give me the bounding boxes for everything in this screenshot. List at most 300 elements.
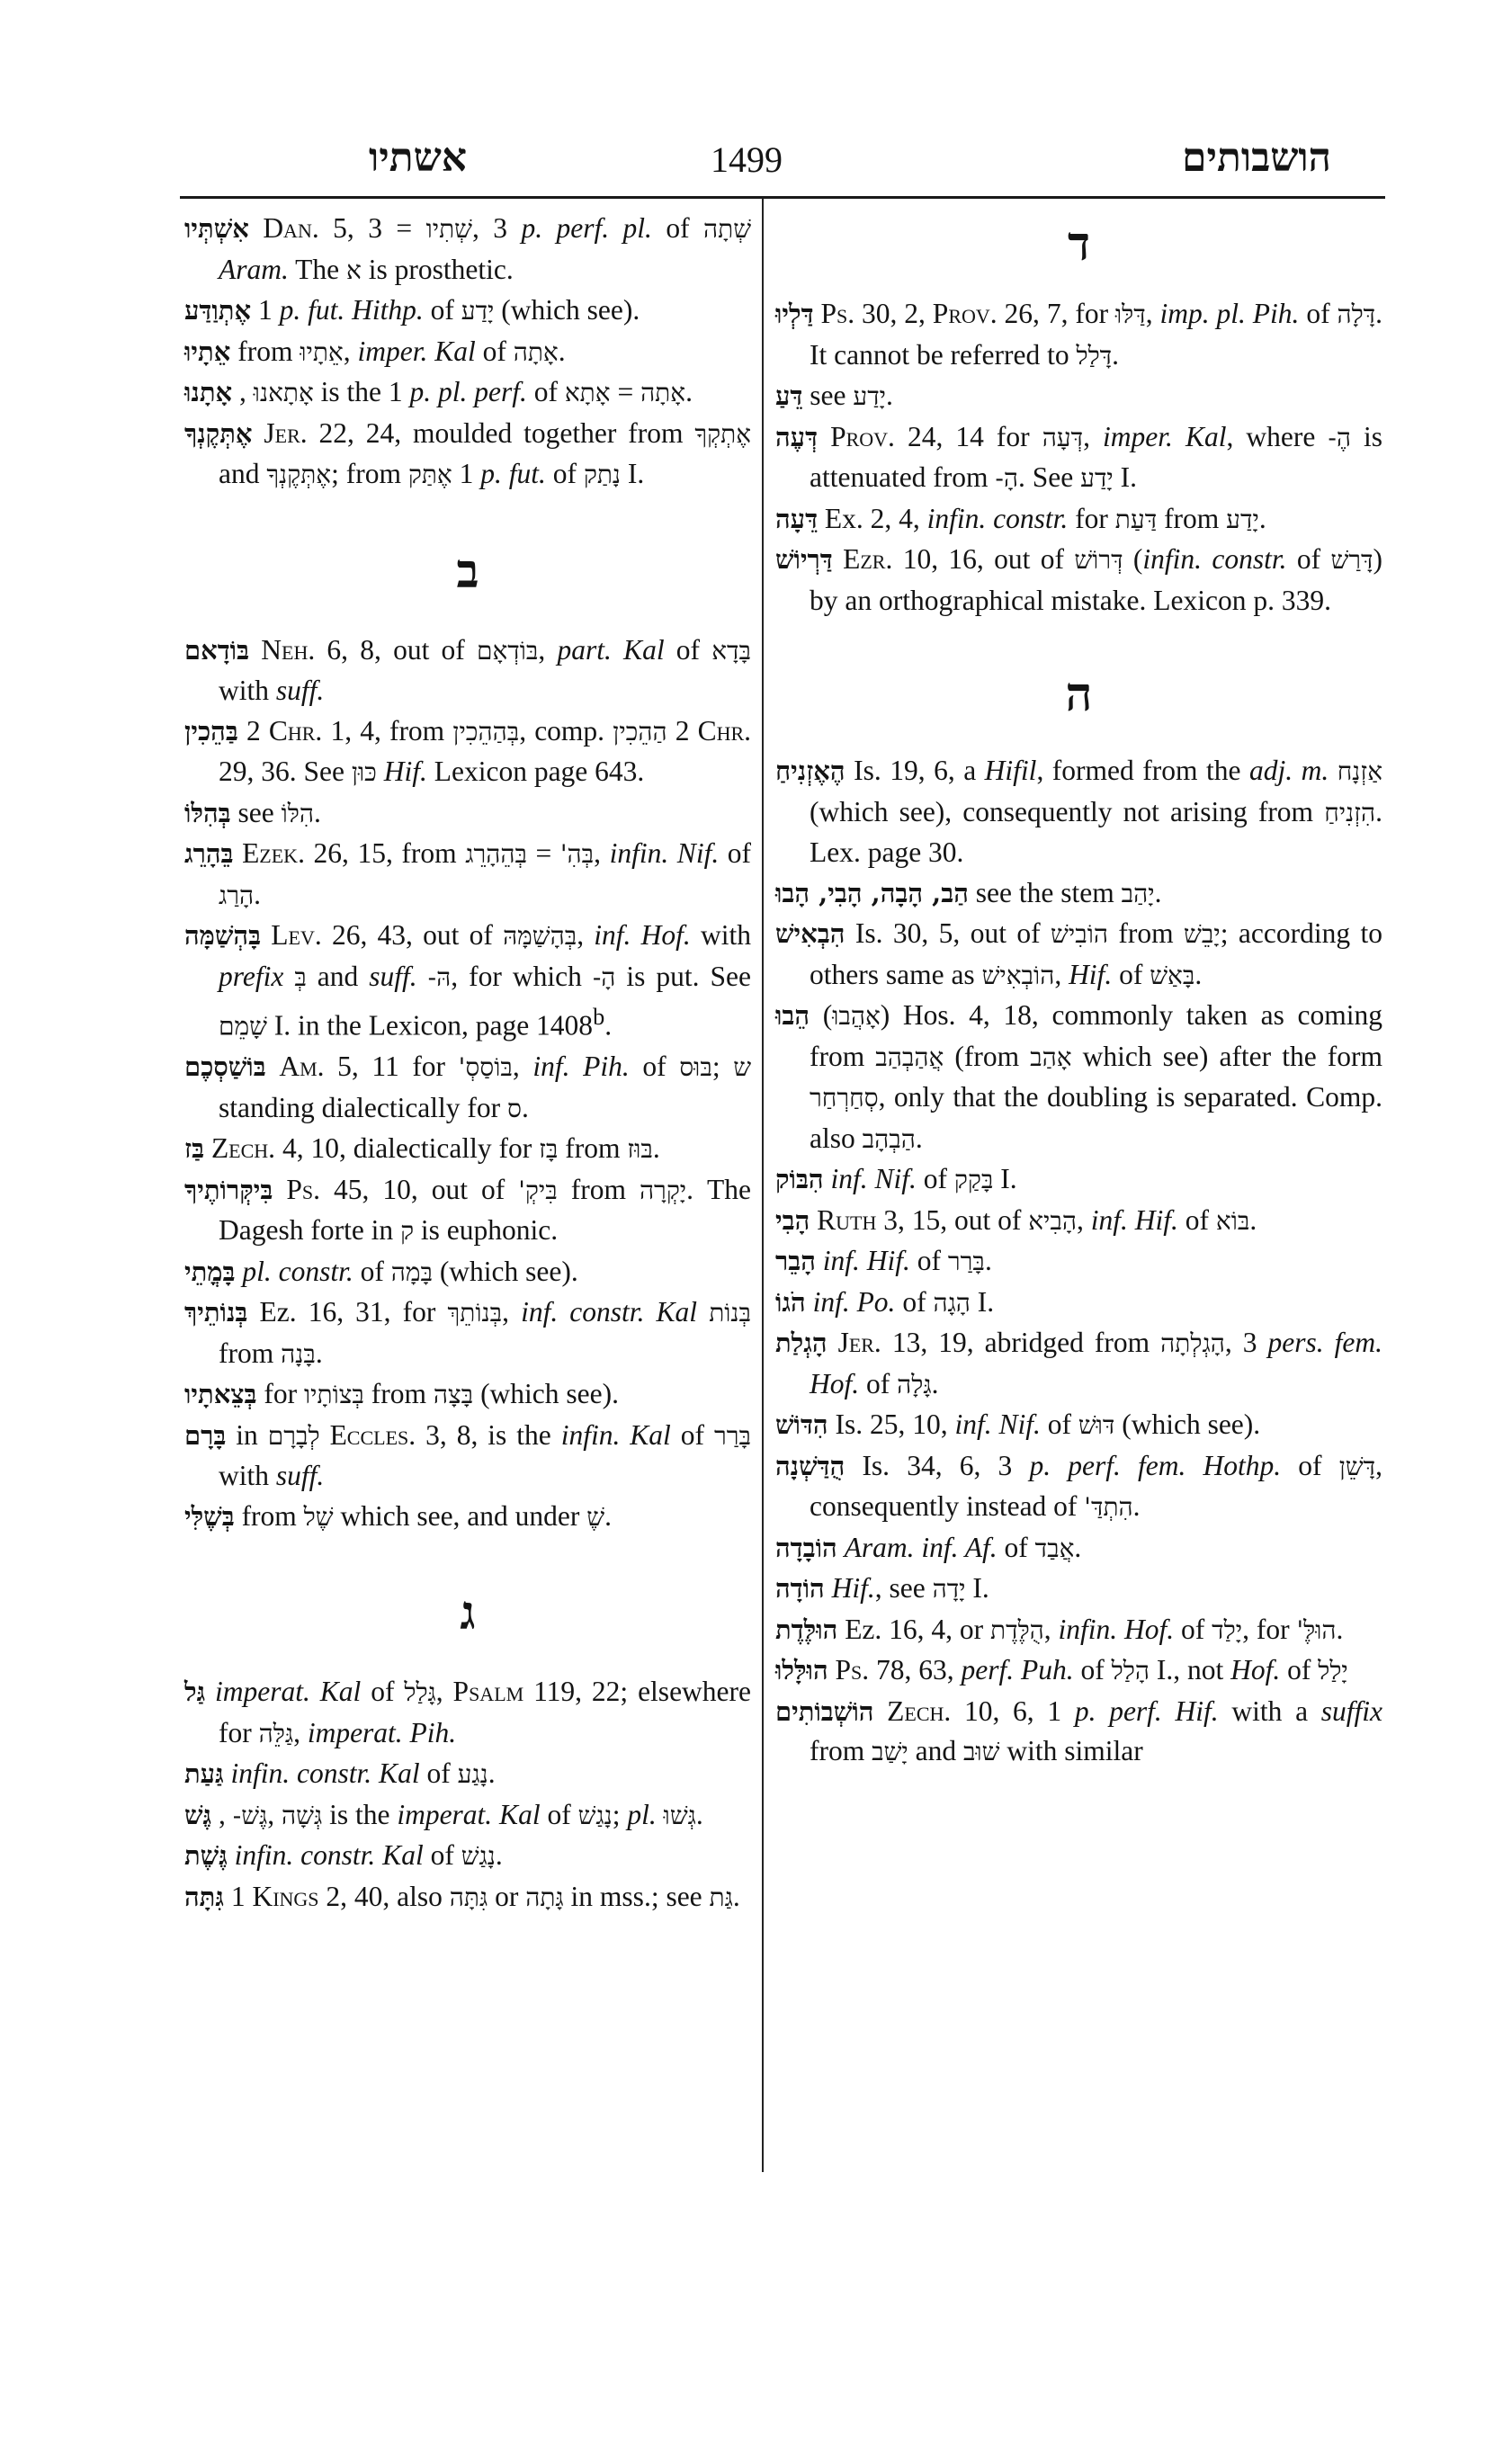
entry-text: . [931,1367,939,1399]
entry-text: from [219,1337,282,1369]
hebrew-form: גַּת [709,1882,733,1912]
hebrew-form: כּוּן [351,757,377,787]
italic-term: p. fut. [480,458,546,489]
book-reference: Ps. [286,1173,320,1205]
entry-text: , consequently instead of [810,1449,1382,1522]
entry-text: standing dialectically for [219,1091,508,1123]
italic-term: imperat. Kal [397,1798,541,1830]
entry-text [657,1799,664,1830]
dictionary-entry [184,291,751,332]
header-rule [180,196,1385,199]
entry-text: (from [944,1040,1031,1072]
entry-text: of [1286,543,1331,575]
entry-text: from [810,1735,872,1766]
italic-term: inf. constr. Kal [521,1296,698,1328]
entry-text: with similar [999,1735,1143,1766]
entry-text [697,1296,709,1328]
dictionary-entry [775,540,1382,621]
hebrew-form: אַזְנָח [1337,756,1383,786]
entry-text: , [218,1798,233,1830]
entry-text: ( [1123,543,1143,575]
entry-text: , [1054,958,1069,990]
dictionary-entry [775,751,1382,873]
entry-headword: אִשְׁתְּיו [184,213,249,244]
italic-term: suff. [275,675,325,706]
dictionary-entry [184,372,751,414]
letter-heading-dalet: ד [1067,217,1090,272]
hebrew-form: ק [400,1216,415,1246]
dictionary-entry [775,1446,1382,1528]
dictionary-entry [184,1836,751,1877]
italic-term: pl. constr. [242,1255,353,1287]
entry-headword: הָבֵר [775,1246,816,1276]
italic-term: inf. Po. [812,1285,896,1318]
entry-text: and [908,1735,964,1766]
letter-heading-gimel: ג [460,1586,476,1641]
hebrew-form: הָגָה [933,1287,971,1318]
entry-text: I. [965,1572,989,1604]
entry-text: from [1107,917,1185,949]
hebrew-form: דָּלַל [1076,340,1113,371]
italic-term: imp. pl. Pih. [1159,298,1300,329]
entry-headword: אָתָנוּ [184,377,233,407]
entry-text [320,1419,330,1451]
hebrew-form: הֶ- [1328,422,1351,452]
dictionary-entry [775,1323,1382,1405]
running-head-first-word: אשתיו [369,135,468,181]
hebrew-form: הָבִיא [1028,1205,1077,1236]
entry-text: ; from [331,458,408,489]
entry-headword: בְּצֵאתָיו [184,1379,257,1409]
hebrew-form: יָדָה [932,1574,966,1604]
book-reference: Chr. [268,714,323,747]
entry-text: ( [822,999,833,1031]
book-reference: Chr. [697,714,752,747]
entry-list-bet [184,630,751,1538]
hebrew-form: שׁוּב [963,1737,1000,1766]
italic-term: Hif. [1069,958,1113,990]
book-reference: Jer. [837,1327,881,1358]
entry-text: is attenuated from [810,420,1383,493]
entry-text: from [363,1378,434,1409]
entry-headword: אֶתְוַדַּע [184,295,252,326]
hebrew-form: הָלַל [1111,1656,1150,1685]
italic-term: imper. Kal [1103,420,1227,452]
hebrew-form: בָּז [539,1134,559,1164]
entry-text: , [577,919,595,951]
hebrew-form: שְׁתָה [703,214,752,244]
entry-text: . [1074,1531,1082,1563]
entry-text: of [545,458,584,489]
entry-text: , [343,335,358,367]
book-reference: Neh. [261,633,316,666]
dictionary-entry [184,1292,751,1374]
dictionary-entry [184,711,751,793]
italic-term: suff. [275,1460,325,1491]
entry-text: 2 [246,714,269,747]
hebrew-form: יָלַל [1318,1656,1348,1685]
entry-text: ) Hos. 4, 18, commonly taken as coming from [810,999,1383,1072]
entry-text: is the 1 [313,376,410,407]
hebrew-form: ס [507,1093,522,1123]
hebrew-form: הָרַג [219,880,255,910]
entry-text: of [916,1163,954,1194]
entry-text: (which see). [432,1255,578,1287]
entry-text [1329,755,1338,786]
entry-text: = [610,376,641,407]
entry-text: 1 [452,458,481,489]
entry-text: ) by an orthographical mistake. Lexicon p. 339. [810,543,1382,616]
hebrew-form: הוּלֶּ' [1296,1614,1337,1645]
hebrew-form: הַהֵכִין [613,716,667,747]
hebrew-form: הוֹבִישׁ [1051,919,1108,949]
entry-headword: אֵתָיוּ [184,335,231,367]
hebrew-form: בְּהֵהָרֵג [465,839,527,869]
entry-text: . The Dagesh forte in [219,1173,751,1246]
entry-headword: דַּלְיוּ [775,299,814,329]
entry-text: 3, 8, is the [416,1418,561,1451]
hebrew-form: נָגַשׁ [577,1800,613,1830]
entry-text: , 3 [1224,1327,1268,1358]
entry-headword: הוֹבָדָה [775,1532,837,1563]
hebrew-form: אֶתַּק [407,460,452,489]
entry-text: of [895,1285,934,1318]
dictionary-entry [775,873,1382,915]
entry-headword: הֻדַּשְׁנָה [775,1450,845,1481]
entry-text: . [732,1880,740,1912]
entry-text: , [267,1798,282,1830]
entry-headword: בְּהִלּוֹ [184,797,231,828]
hebrew-form: הּ- [427,961,452,992]
entry-text: . [315,1337,323,1369]
entry-text: I. [621,458,645,489]
italic-term: Aram. [219,253,289,285]
italic-term: inf. Hif. [822,1245,910,1276]
book-reference: Kings [252,1880,319,1912]
dictionary-entry [184,834,751,916]
entry-text [283,961,294,992]
dictionary-entry [184,793,751,835]
entry-text: , [239,376,254,407]
dictionary-entry [775,1610,1382,1651]
dictionary-entry [184,1252,751,1293]
entry-text: 6, 8, out of [315,633,477,666]
hebrew-form: בְּנוֹת [709,1298,752,1328]
entry-text: of [361,1676,405,1707]
hebrew-form: גְּשָׁה [282,1800,323,1830]
hebrew-form: שֶׁ [586,1501,605,1532]
entry-text: , for [1242,1613,1297,1645]
dictionary-entry [775,914,1382,996]
dictionary-entry [775,1569,1382,1610]
entry-text: ; according to others same as [810,917,1382,990]
book-reference: Eccles. [329,1418,416,1451]
dictionary-entry [184,916,751,1047]
italic-term: pers. fem. Hof. [810,1327,1383,1399]
hebrew-form: בָּצָה [433,1380,474,1409]
entry-list-he [775,751,1382,1773]
hebrew-form: גָּלַל [404,1677,436,1707]
entry-list-alef [184,209,751,496]
book-reference: Ezr. [843,543,893,575]
dictionary-entry [184,1416,751,1497]
entry-headword: הִבּוֹק [775,1164,824,1194]
dictionary-entry [775,1201,1382,1242]
entry-headword: בִּיקְּרוֹתֶיךָ [184,1174,273,1205]
entry-text: . [1154,876,1162,908]
italic-term: infin. constr. [926,502,1069,534]
book-reference: Ps. [835,1654,870,1685]
entry-text: . [521,1091,529,1123]
italic-term: p. pl. perf. [409,376,527,407]
entry-text: . [915,1122,923,1154]
dictionary-entry [184,1170,751,1252]
entry-text: . [558,335,566,367]
hebrew-form: יָדַע [1226,504,1259,534]
entry-text: or [488,1880,526,1912]
hebrew-form: הִתְדַּ' [1084,1492,1133,1522]
entry-text: with [690,919,751,951]
entry-text: ; [612,1798,628,1830]
entry-text: . It cannot be referred to [810,298,1383,371]
italic-term: Hof. [1230,1654,1281,1685]
entry-text: from [557,1173,640,1205]
entry-text: and [306,960,370,992]
entry-headword: בּוֹשַׁסְכֶם [184,1051,266,1082]
entry-headword: בְּשֶׁלִּי [184,1500,235,1532]
italic-term: imperat. Kal [215,1676,362,1707]
hebrew-form: בְּהָשַׁמָּהּ [503,921,577,951]
entry-headword: בַּז [184,1133,205,1164]
entry-text: 2, 40, also [318,1880,450,1912]
italic-term: p. perf. Hif. [1074,1694,1219,1727]
dictionary-entry [184,1672,751,1754]
book-reference: Ruth [817,1203,877,1236]
entry-text: for [1068,502,1115,534]
entry-text: (which see). [1114,1408,1261,1440]
entry-text: 1 [230,1880,253,1912]
entry-text: 24, 14 for [894,420,1042,452]
italic-term: inf. Hif. [1090,1203,1178,1236]
entry-headword: גִּתָּה [184,1881,224,1912]
hebrew-form: בָּרַר [713,1420,751,1451]
entry-text: in [236,1418,268,1451]
entry-headword: בֵּהָרֵג [184,838,234,869]
italic-term: infin. Hof. [1058,1613,1175,1645]
entry-text: = [526,837,560,869]
dictionary-entry [775,1528,1382,1569]
entry-text: . [604,1009,613,1042]
hebrew-form: הֻלֶּדֶת [990,1614,1044,1645]
dictionary-entry [184,1129,751,1170]
entry-text: The [288,253,347,285]
entry-text: . [984,1245,992,1276]
entry-text: , see [874,1572,933,1604]
dictionary-entry [775,294,1382,376]
hebrew-form: דַּלּוּ [1114,300,1146,329]
entry-text: 29, 36. See [219,756,352,787]
hebrew-form: גָּלָה [897,1369,932,1399]
entry-text: . [886,380,893,411]
entry-text: (which see). [494,294,640,326]
entry-text: of [629,1051,680,1082]
dictionary-entry [775,1241,1382,1283]
entry-text: from [558,1132,628,1164]
entry-text: is put. See [615,960,752,992]
book-reference: Lev. [271,919,322,951]
hebrew-form: אֶתְקְךָ [694,418,752,449]
entry-text: of [526,376,565,407]
hebrew-form: בְּ [294,961,307,992]
entry-text: . [604,1499,612,1532]
hebrew-form: בּוֹדְאָם [476,635,539,666]
entry-text: . [685,376,693,407]
italic-term: infin. constr. Kal [234,1839,424,1871]
entry-text: Is. 19, 6, a [854,755,985,786]
entry-text: which see) after the form [1071,1040,1382,1072]
entry-headword: הוֹשְׁבוֹתִים [775,1695,874,1727]
entry-headword: הֹגוֹ [775,1286,806,1318]
entry-text: I. [970,1285,995,1318]
entry-text: I. [1113,461,1138,493]
italic-term: adj. m. [1248,755,1329,786]
hebrew-form: גְּשׁוּ [663,1800,696,1830]
entry-text: of [1040,1408,1078,1440]
entry-text: . [1336,1613,1344,1645]
italic-term: part. Kal [557,633,665,666]
entry-text: (which see), consequently not arising from [810,795,1325,827]
entry-text: 1, 4, from [322,714,453,747]
hebrew-form: בּוּז [627,1134,653,1164]
entry-text: . [1194,958,1203,990]
entry-text: is prosthetic. [361,253,514,285]
hebrew-form: יָלַד [1212,1614,1243,1645]
entry-text: . [1132,1490,1141,1522]
italic-term: Hif. [383,756,427,787]
entry-text: 10, 6, 1 [951,1694,1075,1727]
hebrew-form: גַּלֵּה [258,1718,294,1748]
column-divider [762,198,764,2172]
italic-term: imperat. Pih. [307,1716,457,1748]
italic-term: inf. Hof. [594,919,691,951]
hebrew-form: דְּעָה [1042,422,1084,452]
hebrew-form: סְחַרְחַר [810,1083,879,1113]
superscript: b [593,1004,605,1030]
entry-text: of [423,1839,461,1871]
entry-text: in mss.; see [563,1880,710,1912]
hebrew-form: דָּשֵׁן [1338,1451,1376,1481]
hebrew-form: הָ- [592,961,616,992]
entry-text: 26, 15, from [304,837,466,869]
entry-text: , [594,837,610,869]
dictionary-entry [775,1283,1382,1324]
entry-text: with a [1218,1694,1321,1727]
hebrew-form: בּוּס [679,1052,712,1082]
hebrew-form: אָתָאנוּ [253,378,314,407]
hebrew-form: בָּקַק [953,1165,994,1194]
entry-text: . [254,878,261,910]
running-head-last-word: הושבותים [1181,135,1331,181]
entry-text: of [1281,1449,1339,1481]
dictionary-entry [775,376,1382,417]
hebrew-form: נָגַע [457,1759,488,1789]
entry-headword: הִדּוֹשׁ [775,1409,828,1440]
hebrew-form: יָשַׁב [872,1737,908,1766]
entry-text: of [540,1798,578,1830]
italic-term: Aram. inf. Af. [844,1531,998,1563]
hebrew-form: בְּהִ' [559,839,595,869]
italic-term: infin. constr. [1142,543,1287,575]
book-reference: Zech. [210,1132,276,1164]
letter-heading-he: ה [1065,667,1093,722]
entry-text: 4, 10, dialectically for [275,1132,540,1164]
entry-text: with [219,1460,276,1491]
book-reference: Dan. [263,212,319,244]
hebrew-form: שֶׁל [303,1501,334,1532]
entry-headword: הֵבוּ [775,1000,810,1031]
dictionary-entry [184,1795,751,1837]
entry-text: of [419,1757,458,1789]
entry-text: . [695,1798,703,1830]
running-head [189,135,1385,189]
italic-term: p. perf. fem. Hothp. [1029,1449,1282,1481]
hebrew-form: אָהֲבוּ [832,1001,881,1031]
dictionary-entry [184,332,751,373]
entry-text: 45, 10, out of [319,1173,519,1205]
entry-text: , [1145,298,1160,329]
entry-text: of [1112,958,1150,990]
dictionary-entry [184,414,751,496]
hebrew-form: בָּמָה [390,1256,433,1287]
italic-term: pl. [627,1798,657,1830]
hebrew-form: הַבְהָב [862,1123,916,1154]
entry-text: of [859,1367,898,1399]
hebrew-form: דַּעַת [1114,504,1158,534]
entry-text: 5, 11 for [324,1051,459,1082]
entry-text [377,756,384,787]
entry-text: , [1043,1613,1059,1645]
hebrew-form: אֲהַבְהַב [875,1042,944,1072]
italic-term: infin. Nif. [609,837,720,869]
hebrew-form: אֵתָיוּ [300,336,344,367]
entry-headword: הִבְאִישׁ [775,918,845,949]
entry-text: from [241,1499,304,1532]
italic-term: perf. Puh. [961,1654,1074,1685]
hebrew-form: דָּלָה [1337,300,1376,329]
hebrew-form: הִלּוֹ [281,798,315,828]
entry-text: , for which [451,960,593,992]
dictionary-entry [184,1754,751,1795]
entry-text: of [719,837,752,869]
entry-text: see [237,796,282,828]
entry-text: Lexicon page 643. [426,756,645,787]
entry-text: , where [1226,420,1329,452]
hebrew-form: הָ- [995,463,1018,493]
italic-term: prefix [219,960,284,992]
hebrew-form: לְבָרָם [267,1420,320,1451]
entry-text: , [1083,420,1104,452]
entry-text: . See [1018,461,1081,493]
entry-text: . [1258,502,1266,534]
entry-list-gimel [184,1672,751,1918]
hebrew-form: יָדַע [461,296,495,326]
entry-text: , comp. [519,714,613,747]
entry-headword: הוּלָּלוּ [775,1655,828,1685]
italic-term: infin. Kal [560,1418,671,1451]
letter-heading-bet: ב [456,543,479,599]
hebrew-form: אָתָה [513,336,559,367]
entry-text: , [1077,1203,1091,1236]
